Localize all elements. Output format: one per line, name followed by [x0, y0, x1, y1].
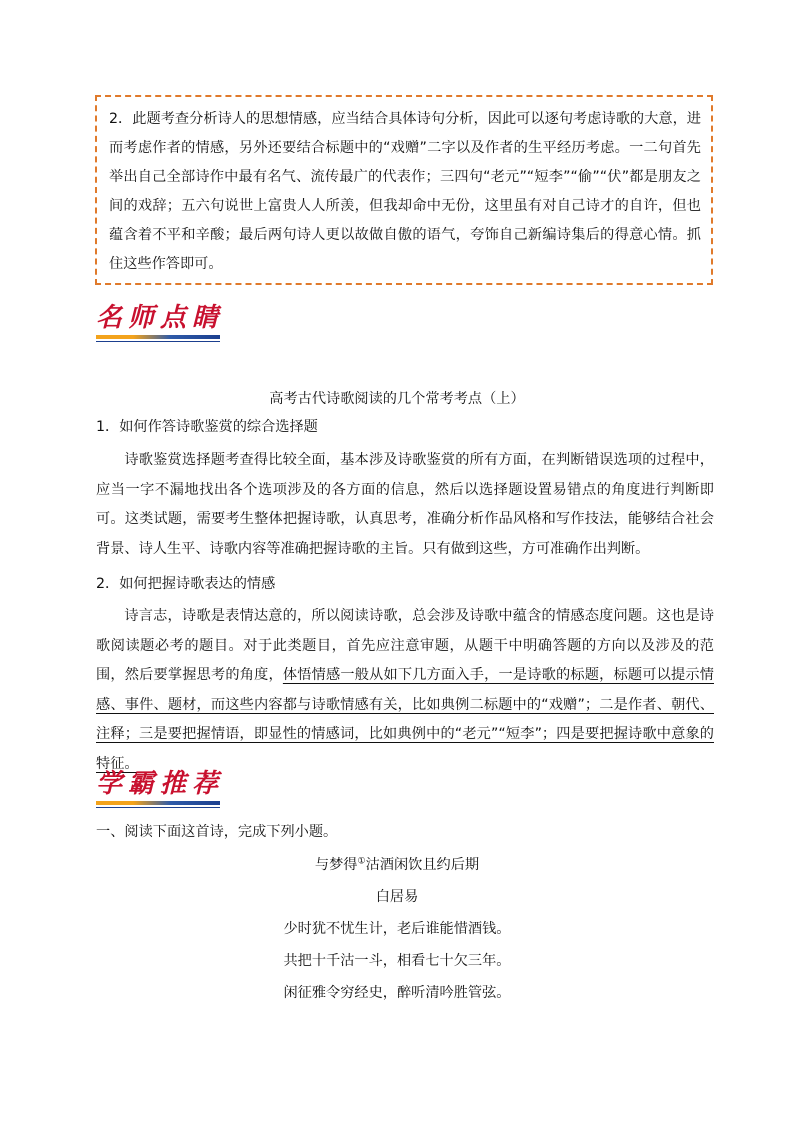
reading-instruction: 一、阅读下面这首诗，完成下列小题。: [96, 824, 338, 840]
poem-title: [0, 854, 794, 874]
banner-underline-thin: [96, 807, 220, 808]
poem-line: 少时犹不忧生计，老后谁能惜酒钱。: [283, 921, 511, 937]
poem-title-part-1: 与梦得: [314, 857, 358, 873]
question-2-body: [96, 602, 714, 779]
poem-author: 白居易: [375, 889, 419, 905]
banner-title: 学霸推荐: [96, 769, 225, 799]
poem-title-part-2: 沽酒闲饮且约后期: [365, 857, 480, 873]
section-banner-top-student: [96, 766, 225, 808]
banner-underline-thin: [96, 341, 220, 342]
poem-line: 共把十千沽一斗，相看七十欠三年。: [283, 953, 511, 969]
banner-title: 名师点睛: [96, 303, 225, 333]
banner-underline: [96, 335, 220, 339]
section-title: 高考古代诗歌阅读的几个常考考点（上）: [269, 391, 525, 407]
question-1-heading: 1．如何作答诗歌鉴赏的综合选择题: [96, 419, 318, 435]
section-banner-teacher-tips: [96, 300, 225, 342]
answer-analysis-box: [95, 95, 713, 285]
question-2-body-underlined: 体悟情感一般从如下几方面入手，一是诗歌的标题，标题可以提示情感、事件、题材，而这些内容都与诗歌情感有关，比如典例二标题中的“戏赠”；二是作者、朝代、注释；三是要把握情语，即显性的情感词，比如典例中的“老元”“短李”；四是要把握诗歌中意象的特征。: [96, 667, 714, 772]
poem-line: 闲征雅令穷经史，醉听清吟胜管弦。: [283, 985, 511, 1001]
footnote-ref: ①: [357, 856, 366, 867]
question-1-body: 诗歌鉴赏选择题考查得比较全面，基本涉及诗歌鉴赏的所有方面，在判断错误选项的过程中，应当一字不漏地找出各个选项涉及的各方面的信息，然后以选择题设置易错点的角度进行判断即可。这类试题，需要考生整体把握诗歌，认真思考，准确分析作品风格和写作技法，能够结合社会背景、诗人生平、诗歌内容等准确把握诗歌的主旨。只有做到这些，方可准确作出判断。: [96, 452, 714, 557]
question-2-body-plain: 诗言志，诗歌是表情达意的，所以阅读诗歌，总会涉及诗歌中蕴含的情感态度问题。这也是诗歌阅读题必考的题目。对于此类题目，首先应注意审题，从题干中明确答题的方向以及涉及的范围，然后要掌握思考的角度，: [96, 608, 714, 683]
question-2-heading: 2．如何把握诗歌表达的情感: [96, 576, 276, 592]
answer-analysis-text: 2．此题考查分析诗人的思想情感，应当结合具体诗句分析，因此可以逐句考虑诗歌的大意，进而考虑作者的情感，另外还要结合标题中的“戏赠”二字以及作者的生平经历考虑。一二句首先举出自己全部诗作中最有名气、流传最广的代表作；三四句“老元”“短李”“偷”“伏”都是朋友之间的戏辞；五六句说世上富贵人人所羡，但我却命中无份，这里虽有对自己诗才的自许，但也蕴含着不平和辛酸；最后两句诗人更以故做自傲的语气，夸饰自己新编诗集后的得意心情。抓住这些作答即可。: [109, 111, 701, 272]
banner-underline: [96, 801, 220, 805]
